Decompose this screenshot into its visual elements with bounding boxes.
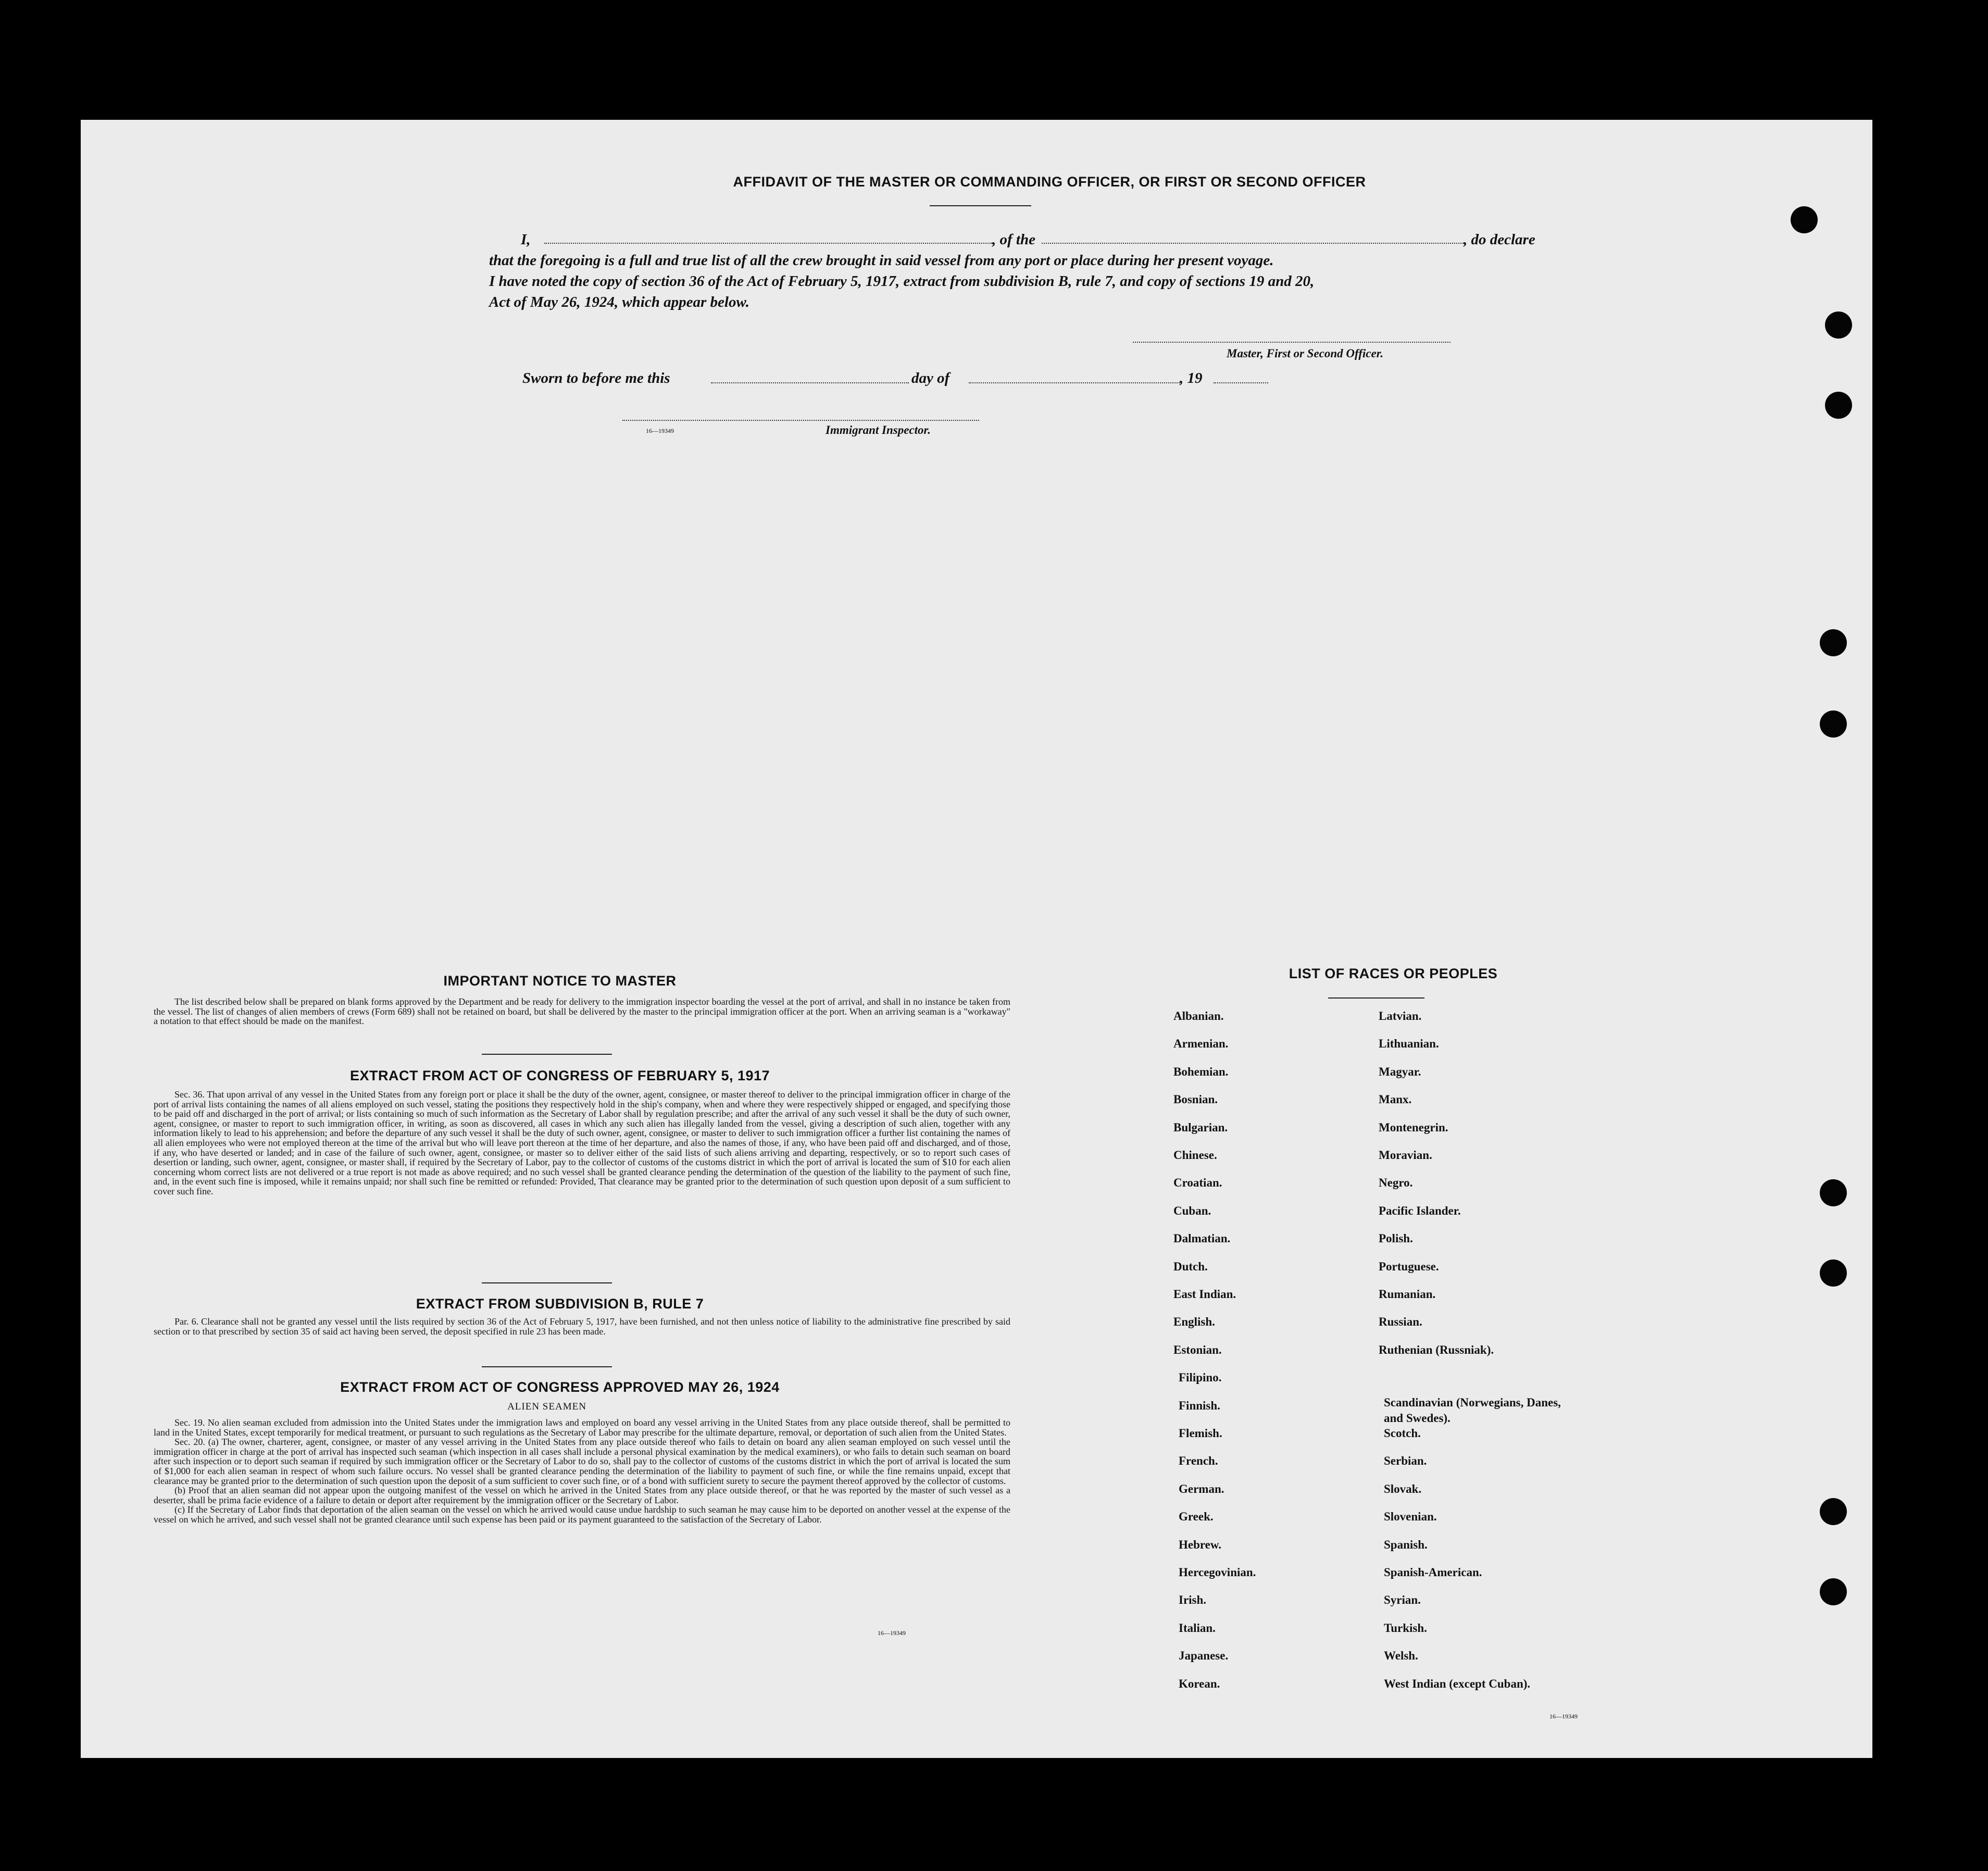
race-item: Japanese. [1179,1649,1229,1663]
race-item: Welsh. [1384,1649,1418,1663]
master-signature-field[interactable] [1133,342,1451,343]
race-item: Rumanian. [1379,1288,1436,1301]
extract-rule7-text: Par. 6. Clearance shall not be granted any vessel until the lists required by section 36 of the Act of February 5, 1917, have been furnished, and not then unless notice of liability to the administrative fine prescribed by said section or to that prescribed by section 35 of said act having been served, the deposit specified in rule 23 has been made. [154,1316,1010,1337]
race-item: Flemish. [1179,1427,1222,1440]
sworn-year-field[interactable] [1214,382,1268,383]
race-item: Bosnian. [1173,1093,1218,1106]
race-item: Montenegrin. [1379,1120,1448,1134]
race-item: Moravian. [1379,1149,1432,1162]
race-item: Spanish. [1384,1538,1428,1551]
race-item: Polish. [1379,1232,1413,1245]
race-item: Latvian. [1379,1009,1422,1022]
affidavit-line4: Act of May 26, 1924, which appear below. [489,294,749,310]
notice-text: The list described below shall be prepared on blank forms approved by the Department and be ready for delivery to the immigration inspector boarding the vessel at the port of arrival, and shall in no instance be taken from the vessel. The list of changes of alien members of crews (Form 689) shall not be retained on board, but shall be delivered by the master to the principal immigration officer at the port. When an arriving seaman is a "workaway" a notation to that effect should be made on the manifest. [154,996,1010,1027]
race-item: Russian. [1379,1315,1422,1329]
affidavit-line2: that the foregoing is a full and true list of all the crew brought in said vessel from any port or place during her present voyage. [489,252,1274,269]
binder-hole [1820,710,1847,738]
race-item: Slovak. [1384,1482,1422,1495]
race-item: Korean. [1179,1677,1220,1690]
race-item: English. [1173,1315,1215,1329]
divider [482,1054,612,1055]
vessel-field[interactable] [1042,243,1464,244]
race-item: Estonian. [1173,1343,1222,1356]
of-the-label: , of the [992,231,1035,248]
binder-hole [1825,311,1852,339]
race-item: Albanian. [1173,1009,1224,1022]
extract-1924-text: Sec. 19. No alien seaman excluded from admission into the United States under the immigration laws and employed on board any vessel arriving in the United States from any place outside thereof, shall be permitted to land in the United States, except temporarily for medical treatment, or pursuant to such regulations as the Secretary of Labor may prescribe for the ultimate departure, removal, or deportation of such alien from the United States. Sec. 20. (a) The owner, charterer, agent, consignee, or master of any vessel arriving in the United States from any place outside thereof who fails to detain on board any alien seaman employed on such vessel until the immigration officer in charge at the port of arrival has inspected such seaman (which inspection in all cases shall include a personal physical examination by the medical examiners), or who fails to detain such seaman on board after such inspection or to deport such seaman if required by such immigration officer or the Secretary of Labor to do so, shall pay to the collector of customs of the customs district in which the port of arrival is located the sum of $1,000 for each alien seaman in respect of whom such failure occurs. No vessel shall be granted clearance pending the determination of the liability to payment of such fine, or while the fine remains unpaid, except that clearance may be granted prior to the determination of such question upon the deposit of a sum sufficient to cover such fine, or of a bond with sufficient surety to secure the payment thereof approved by the collector of customs. (b) Proof that an alien seaman did not appear upon the outgoing manifest of the vessel on which he arrived in the United States from any place outside thereof, or that he was reported by the master of such vessel as a deserter, shall be prima facie evidence of a failure to detain or deport after requirement by the immigration officer or the Secretary of Labor. (c) If the Secretary of Labor finds that deportation of the alien seaman on the vessel on which he arrived would cause undue hardship to such seaman he may cause him to be deported on another vessel at the expense of the vessel on which he arrived, and such vessel shall not be granted clearance until such expense has been paid or its payment guaranteed to the satisfaction of the Secretary of Labor. [154,1417,1010,1525]
race-item: German. [1179,1482,1224,1495]
race-item: East Indian. [1173,1288,1236,1301]
affidavit-line3: I have noted the copy of section 36 of the Act of February 5, 1917, extract from subdivision B, rule 7, and copy of sections 19 and 20, [489,273,1315,290]
race-item: Magyar. [1379,1065,1421,1078]
race-item: French. [1179,1454,1218,1468]
race-item: Serbian. [1384,1454,1427,1468]
master-signature-label: Master, First or Second Officer. [1227,347,1384,360]
sworn-label: Sworn to before me this [522,370,670,386]
race-item: Greek. [1179,1510,1214,1524]
race-item: Spanish-American. [1384,1566,1482,1579]
race-item: Chinese. [1173,1149,1217,1162]
races-title-underline [1328,997,1424,999]
document-page [81,120,1872,1758]
sworn-month-field[interactable] [969,382,1180,383]
extract-1917-text: Sec. 36. That upon arrival of any vessel in the United States from any foreign port or place it shall be the duty of the owner, agent, consignee, or master thereof to deliver to the principal immigration officer in charge of the port of arrival lists containing the names of all aliens employed on such vessel, stating the positions they respectively hold in the ship's company, when and where they were respectively shipped or engaged, and specifying those to be paid off and discharged in the port of arrival; or lists containing so much of such information as the Secretary of Labor shall by regulation prescribe; and after the arrival of any such vessel it shall be the duty of such owner, agent, consignee, or master to report to such immigration officer, in writing, as soon as discovered, all cases in which any such alien has illegally landed from the vessel, giving a description of such alien, together with any information likely to lead to his apprehension; and before the departure of any such vessel it shall be the duty of such owner, agent, consignee, or master to deliver to such immigration officer a further list containing the names of all alien employees who were not employed thereon at the time of the arrival but who will leave port thereon at the time of her departure, and also the names of those, if any, who have been paid off and discharged, and of those, if any, who have deserted or landed; and in case of the failure of such owner, agent, consignee, or master so to deliver either of the said lists of such aliens arriving and departing, respectively, or so to report such cases of desertion or landing, such owner, agent, consignee, or master shall, if required by the Secretary of Labor, pay to the collector of customs of the customs district in which the port of arrival is located the sum of $10 for each alien concerning whom correct lists are not delivered or a true report is not made as above required; and no such vessel shall be granted clearance pending the determination of the question of the liability to the payment of such fine, and, in the event such fine is imposed, while it remains unpaid; nor shall such fine be remitted or refunded: Provided, That clearance may be granted prior to the determination of such question upon deposit of a sum sufficient to cover such fine. [154,1089,1010,1196]
divider [482,1366,612,1367]
binder-hole [1820,1498,1847,1525]
race-item: Croatian. [1173,1176,1222,1190]
extract-1924-title: EXTRACT FROM ACT OF CONGRESS APPROVED MAY 26, 1924 [340,1379,780,1395]
binder-hole [1820,1179,1847,1206]
affidavit-title: AFFIDAVIT OF THE MASTER OR COMMANDING OFFICER, OR FIRST OR SECOND OFFICER [733,174,1366,190]
races-title: LIST OF RACES OR PEOPLES [1289,966,1498,981]
race-item: Slovenian. [1384,1510,1437,1524]
name-field[interactable] [544,243,992,244]
race-item: Pacific Islander. [1379,1204,1461,1217]
race-item: Dalmatian. [1173,1232,1231,1245]
race-item: Bohemian. [1173,1065,1229,1078]
race-item: Syrian. [1384,1593,1421,1607]
inspector-signature-field[interactable] [622,420,979,421]
alien-seamen-subtitle: ALIEN SEAMEN [507,1401,586,1412]
race-item: Scotch. [1384,1427,1421,1440]
extract-form-number: 16—19349 [878,1629,906,1637]
year-label: , 19 [1180,370,1203,386]
binder-hole [1820,1578,1847,1605]
race-item: Filipino. [1179,1371,1222,1384]
inspector-label: Immigrant Inspector. [826,423,931,436]
extract-1917-title: EXTRACT FROM ACT OF CONGRESS OF FEBRUARY 5, 1917 [349,1068,770,1083]
race-item: Hebrew. [1179,1538,1221,1551]
affidavit-form-number: 16—19349 [646,427,674,434]
declare-label: , do declare [1464,231,1535,248]
binder-hole [1825,392,1852,419]
affidavit-line1: I, [521,231,531,248]
race-item: Portuguese. [1379,1259,1439,1273]
race-item: Bulgarian. [1173,1120,1228,1134]
race-item: Turkish. [1384,1621,1427,1635]
divider [482,1282,612,1283]
race-item: Dutch. [1173,1259,1208,1273]
race-item: Scandinavian (Norwegians, Danes, and Swedes). [1384,1395,1561,1425]
race-item: Lithuanian. [1379,1037,1439,1051]
binder-hole [1820,1259,1847,1287]
sworn-day-field[interactable] [711,382,909,383]
race-item: Cuban. [1173,1204,1211,1217]
race-item: Hercegovinian. [1179,1566,1256,1579]
binder-hole [1791,206,1818,233]
race-item: Irish. [1179,1593,1207,1607]
notice-title: IMPORTANT NOTICE TO MASTER [443,973,677,989]
races-form-number: 16—19349 [1549,1713,1578,1720]
title-underline [930,205,1031,206]
race-item: Finnish. [1179,1399,1220,1412]
race-item: Negro. [1379,1176,1413,1190]
extract-rule7-title: EXTRACT FROM SUBDIVISION B, RULE 7 [416,1296,704,1312]
race-item: Italian. [1179,1621,1216,1635]
race-item: Ruthenian (Russniak). [1379,1343,1494,1356]
binder-hole [1820,629,1847,656]
race-item: Armenian. [1173,1037,1229,1051]
race-item: West Indian (except Cuban). [1384,1677,1531,1690]
race-item: Manx. [1379,1093,1412,1106]
day-of-label: day of [911,370,950,386]
